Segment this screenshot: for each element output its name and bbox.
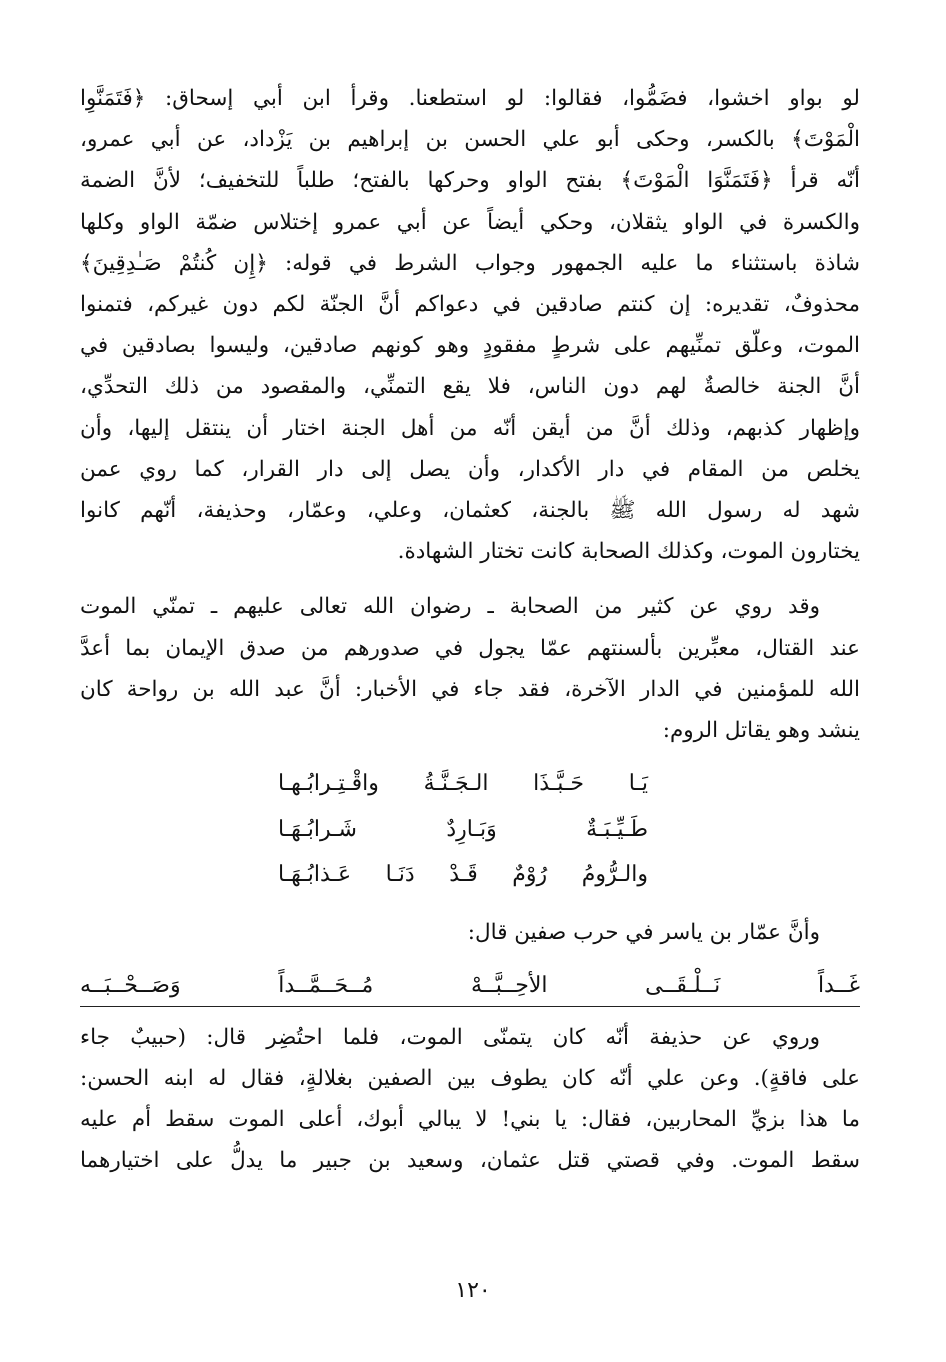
verse-intro: وأنَّ عمّار بن ياسر في حرب صفين قال:	[467, 919, 820, 945]
text-line: شهد له رسول الله ﷺ بالجنة، كعثمان، وعلي، وعمّار، وحذيفة، أنّهم كانوا	[80, 498, 860, 524]
paragraph-2	[80, 586, 860, 751]
paragraph-3	[80, 1017, 860, 1182]
text-line: وإظهار كذبهم، وذلك أنَّ من أيقن أنّه من أهل الجنة اختار أن ينتقل إليها، وأن	[80, 415, 860, 441]
text-line: ينشد وهو يقاتل الروم:	[662, 718, 860, 744]
page-number: ١٢٠	[455, 1278, 491, 1303]
text-line: والكسرة في الواو يثقلان، وحكي أيضاً عن أبي عمرو إختلاس ضمّة الواو وكلها	[80, 209, 860, 235]
verse-line: طَـيِّـبَـةٌ وَبَـارِدٌ شَـرابُـهَـا	[278, 816, 648, 842]
single-verse	[80, 969, 860, 1009]
text-line: الله للمؤمنين في الدار الآخرة، فقد جاء في الأخبار: أنَّ عبد الله بن رواحة كان	[80, 676, 860, 702]
text-line: عند القتال، معبِّرين بألسنتهم عمّا يجول في صدورهم من صدق الإيمان بما أعدَّ	[80, 635, 860, 661]
text-line: وقد روي عن كثير من الصحابة ـ رضوان الله تعالى عليهم ـ تمنّي الموت	[80, 594, 820, 620]
text-line: ما هذا بزيِّ المحاربين، فقال: يا بني! لا يبالي أبوك، أعلى الموت سقط أم عليه	[80, 1107, 860, 1133]
poem-verses	[278, 761, 648, 898]
text-line: محذوفٌ، تقديره: إن كنتم صادقين في دعواكم أنَّ الجنّة لكم دون غيركم، فتمنوا	[80, 292, 860, 318]
verse-text: غَــداً نَــلْـقَــى الأحِــبَّــهْ مُــحَــمَّــداً وَصَــحْــبَــه	[80, 972, 860, 998]
text-line: أنّه قرأ ﴿فَتَمَنَّوَا الْمَوْتَ﴾ بفتح الواو وحركها بالفتح؛ طلباً للتخفيف؛ لأنَّ الضمة	[80, 168, 860, 194]
text-line: سقط الموت. وفي قصتي قتل عثمان، وسعيد بن جبير ما يدلُّ على اختيارهما	[80, 1148, 860, 1174]
paragraph-1	[80, 78, 860, 572]
page-body	[80, 78, 860, 1182]
verse-line: والـرُّومُ رُوْمٌ قَـدْ دَنَـا عَـذابُـهَـا	[278, 862, 648, 888]
text-line: لو بواو اخشوا، فضَمُّوا، فقالوا: لو استطعنا. وقرأ ابن أبي إسحاق: ﴿فَتَمَنَّوِا	[80, 86, 860, 111]
text-line: يخلص من المقام في دار الأكدار، وأن يصل إلى دار القرار، كما روي عمن	[80, 456, 860, 482]
verse-line: يَـا حَـبَّـذَا الـجَـنَّـةُ واقْـتِـرابُـهـا	[278, 771, 648, 797]
text-line: أنَّ الجنة خالصةٌ لهم دون الناس، فلا يقع التمنِّي، والمقصود من ذلك التحدِّي،	[80, 374, 860, 400]
verse-underline	[80, 1006, 860, 1007]
text-line: شاذة باستثناء ما عليه الجمهور وجواب الشرط في قوله: ﴿إِن كُنتُمْ صَـٰدِقِينَ﴾	[80, 250, 860, 276]
text-line: وروي عن حذيفة أنّه كان يتمنّى الموت، فلما احتُضِر قال: (حبيبٌ جاء	[80, 1024, 820, 1050]
text-line: الموت، وعلّق تمنِّيهم على شرطٍ مفقودٍ وهو كونهم صادقين، وليسوا بصادقين في	[80, 333, 860, 359]
text-line: على فاقةٍ). وعن علي أنّه كان يطوف بين الصفين بغلالةٍ، فقال له ابنه الحسن:	[80, 1065, 860, 1091]
text-line: يختارون الموت، وكذلك الصحابة كانت تختار الشهادة.	[397, 539, 860, 565]
text-line: الْمَوْتَ﴾ بالكسر، وحكى أبو علي الحسن بن إبراهيم بن يَزْداد، عن أبي عمرو،	[80, 127, 860, 153]
